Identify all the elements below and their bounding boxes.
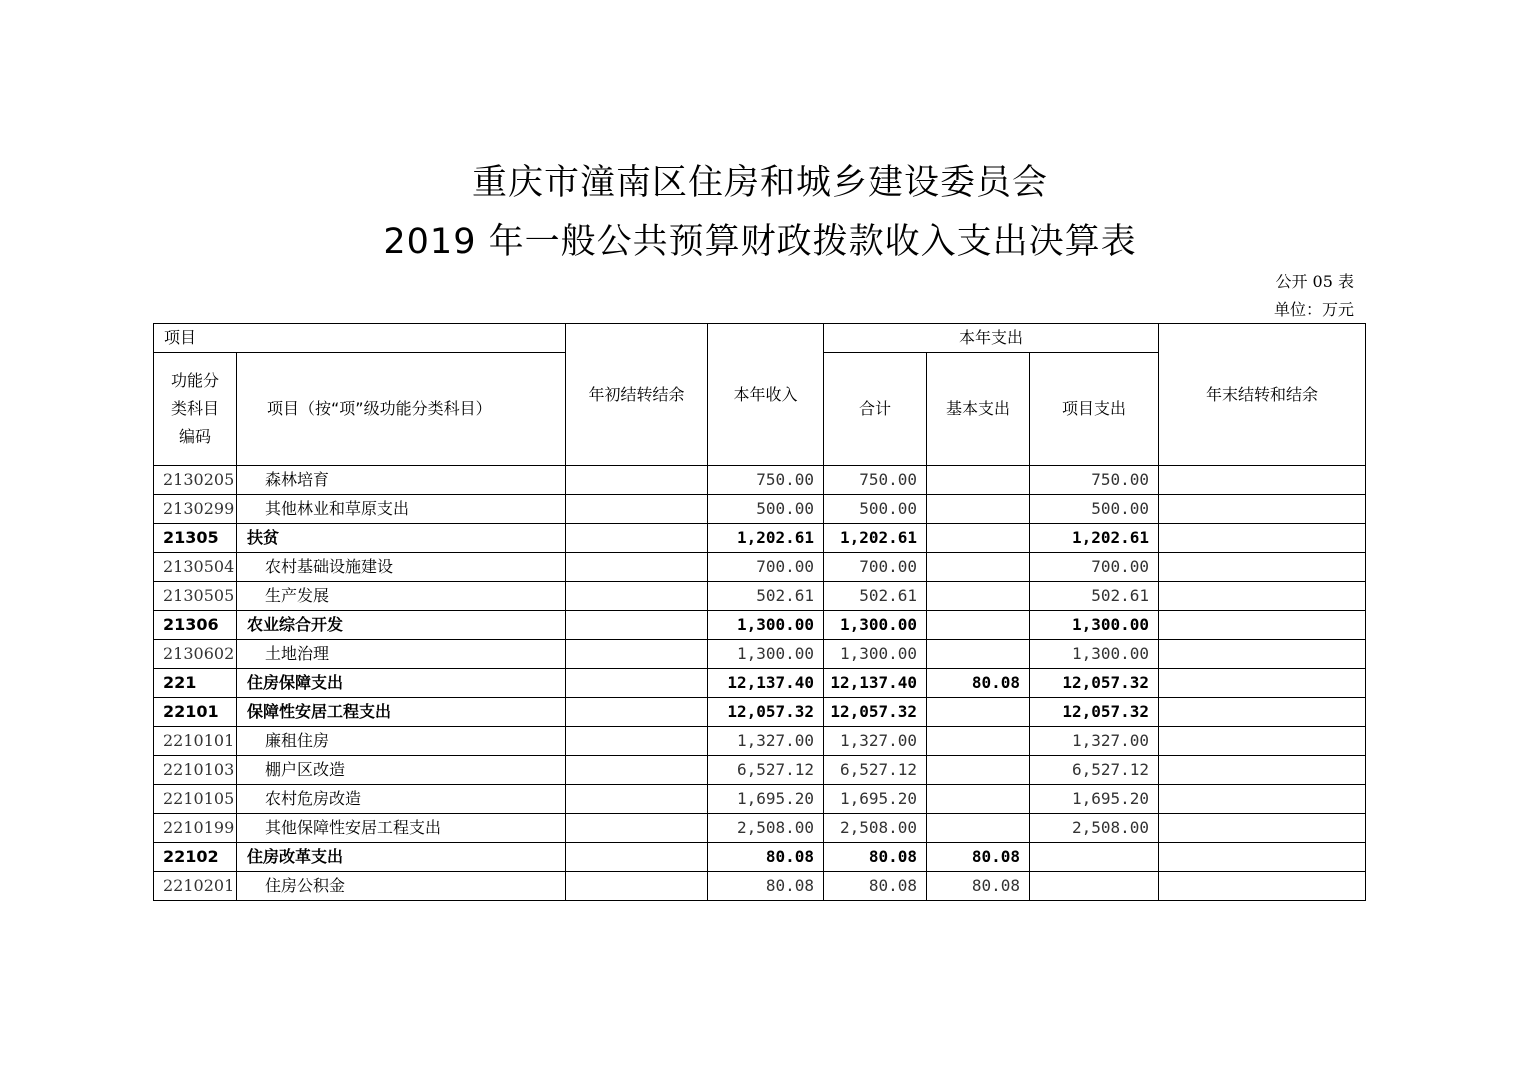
table-row — [154, 611, 1366, 640]
cell-expense-basic — [927, 524, 1030, 553]
document-title-line2: 2019 年一般公共预算财政拨款收入支出决算表 — [383, 222, 1137, 262]
cell-income: 80.08 — [708, 843, 824, 872]
cell-income: 12,137.40 — [708, 669, 824, 698]
cell-expense-project: 2,508.00 — [1030, 814, 1159, 843]
cell-expense-project: 1,300.00 — [1030, 640, 1159, 669]
cell-func-code: 2210105 — [154, 785, 237, 814]
cell-func-code: 2210101 — [154, 727, 237, 756]
cell-income: 1,300.00 — [708, 611, 824, 640]
cell-func-code: 22101 — [154, 698, 237, 727]
cell-item-name: 森林培育 — [237, 466, 566, 495]
cell-func-code: 2130205 — [154, 466, 237, 495]
header-func-code — [154, 353, 237, 466]
table-number-label: 公开 05 表 — [1275, 272, 1354, 291]
header-func-code-line: 类科目 — [170, 399, 219, 418]
cell-func-code: 2210199 — [154, 814, 237, 843]
cell-expense-project: 1,202.61 — [1030, 524, 1159, 553]
cell-closing-balance — [1159, 553, 1366, 582]
cell-item-name: 扶贫 — [237, 524, 566, 553]
cell-opening-balance — [566, 553, 708, 582]
unit-label: 单位：万元 — [1273, 300, 1354, 319]
table-row — [154, 640, 1366, 669]
cell-expense-total: 1,202.61 — [824, 524, 927, 553]
cell-expense-total: 12,057.32 — [824, 698, 927, 727]
table-row — [154, 466, 1366, 495]
cell-expense-basic — [927, 698, 1030, 727]
table-row — [154, 669, 1366, 698]
cell-income: 80.08 — [708, 872, 824, 901]
cell-item-name: 生产发展 — [237, 582, 566, 611]
cell-opening-balance — [566, 611, 708, 640]
header-row-1 — [154, 324, 1366, 353]
cell-opening-balance — [566, 785, 708, 814]
cell-income: 750.00 — [708, 466, 824, 495]
cell-func-code: 21305 — [154, 524, 237, 553]
cell-closing-balance — [1159, 524, 1366, 553]
cell-expense-project: 12,057.32 — [1030, 698, 1159, 727]
cell-item-name: 其他林业和草原支出 — [237, 495, 566, 524]
cell-expense-project: 1,327.00 — [1030, 727, 1159, 756]
cell-item-name: 住房保障支出 — [237, 669, 566, 698]
cell-expense-total: 80.08 — [824, 843, 927, 872]
cell-expense-project: 700.00 — [1030, 553, 1159, 582]
cell-opening-balance — [566, 582, 708, 611]
table-row — [154, 553, 1366, 582]
cell-item-name: 农村基础设施建设 — [237, 553, 566, 582]
header-func-code-line: 编码 — [178, 427, 211, 446]
cell-opening-balance — [566, 843, 708, 872]
header-item-group: 项目 — [154, 324, 566, 353]
cell-func-code: 2130505 — [154, 582, 237, 611]
cell-closing-balance — [1159, 756, 1366, 785]
table-row — [154, 524, 1366, 553]
cell-expense-total: 1,300.00 — [824, 611, 927, 640]
cell-expense-total: 700.00 — [824, 553, 927, 582]
cell-expense-project — [1030, 843, 1159, 872]
cell-item-name: 住房公积金 — [237, 872, 566, 901]
cell-item-name: 土地治理 — [237, 640, 566, 669]
cell-closing-balance — [1159, 466, 1366, 495]
cell-expense-total: 1,300.00 — [824, 640, 927, 669]
cell-item-name: 农业综合开发 — [237, 611, 566, 640]
cell-expense-project — [1030, 872, 1159, 901]
cell-closing-balance — [1159, 640, 1366, 669]
cell-expense-basic — [927, 814, 1030, 843]
cell-expense-basic — [927, 727, 1030, 756]
header-expense-group: 本年支出 — [824, 324, 1159, 353]
cell-opening-balance — [566, 814, 708, 843]
header-expense-project: 项目支出 — [1030, 353, 1159, 466]
cell-income: 1,327.00 — [708, 727, 824, 756]
header-func-code-line: 功能分 — [170, 371, 219, 390]
table-row — [154, 843, 1366, 872]
cell-income: 500.00 — [708, 495, 824, 524]
cell-closing-balance — [1159, 669, 1366, 698]
cell-expense-project: 6,527.12 — [1030, 756, 1159, 785]
cell-expense-basic — [927, 495, 1030, 524]
cell-expense-basic — [927, 553, 1030, 582]
cell-expense-basic: 80.08 — [927, 872, 1030, 901]
cell-expense-total: 80.08 — [824, 872, 927, 901]
cell-opening-balance — [566, 698, 708, 727]
table-row — [154, 727, 1366, 756]
header-opening-balance: 年初结转结余 — [566, 324, 708, 466]
cell-expense-basic — [927, 611, 1030, 640]
budget-table — [153, 323, 1366, 901]
cell-func-code: 21306 — [154, 611, 237, 640]
cell-opening-balance — [566, 466, 708, 495]
cell-income: 502.61 — [708, 582, 824, 611]
cell-expense-project: 750.00 — [1030, 466, 1159, 495]
cell-closing-balance — [1159, 814, 1366, 843]
cell-func-code: 221 — [154, 669, 237, 698]
cell-expense-basic — [927, 640, 1030, 669]
table-row — [154, 756, 1366, 785]
cell-income: 1,202.61 — [708, 524, 824, 553]
cell-expense-project: 1,695.20 — [1030, 785, 1159, 814]
header-income: 本年收入 — [708, 324, 824, 466]
cell-expense-total: 1,695.20 — [824, 785, 927, 814]
cell-item-name: 农村危房改造 — [237, 785, 566, 814]
table-row — [154, 872, 1366, 901]
cell-func-code: 2130602 — [154, 640, 237, 669]
cell-opening-balance — [566, 640, 708, 669]
table-row — [154, 582, 1366, 611]
cell-opening-balance — [566, 669, 708, 698]
table-row — [154, 785, 1366, 814]
header-item-name: 项目（按“项”级功能分类科目） — [237, 353, 566, 466]
cell-income: 1,300.00 — [708, 640, 824, 669]
cell-func-code: 2210201 — [154, 872, 237, 901]
cell-income: 2,508.00 — [708, 814, 824, 843]
cell-expense-total: 2,508.00 — [824, 814, 927, 843]
table-row — [154, 814, 1366, 843]
cell-expense-total: 750.00 — [824, 466, 927, 495]
cell-opening-balance — [566, 495, 708, 524]
cell-func-code: 2130299 — [154, 495, 237, 524]
cell-closing-balance — [1159, 843, 1366, 872]
header-expense-total: 合计 — [824, 353, 927, 466]
cell-income: 1,695.20 — [708, 785, 824, 814]
cell-item-name: 棚户区改造 — [237, 756, 566, 785]
cell-expense-basic: 80.08 — [927, 669, 1030, 698]
cell-item-name: 廉租住房 — [237, 727, 566, 756]
cell-expense-total: 1,327.00 — [824, 727, 927, 756]
cell-func-code: 2210103 — [154, 756, 237, 785]
cell-expense-basic: 80.08 — [927, 843, 1030, 872]
cell-income: 12,057.32 — [708, 698, 824, 727]
cell-expense-project: 1,300.00 — [1030, 611, 1159, 640]
cell-closing-balance — [1159, 698, 1366, 727]
cell-opening-balance — [566, 756, 708, 785]
cell-expense-basic — [927, 466, 1030, 495]
table-row — [154, 698, 1366, 727]
cell-expense-total: 12,137.40 — [824, 669, 927, 698]
cell-expense-total: 502.61 — [824, 582, 927, 611]
cell-income: 6,527.12 — [708, 756, 824, 785]
cell-closing-balance — [1159, 872, 1366, 901]
cell-closing-balance — [1159, 611, 1366, 640]
cell-closing-balance — [1159, 785, 1366, 814]
cell-expense-total: 500.00 — [824, 495, 927, 524]
cell-closing-balance — [1159, 727, 1366, 756]
cell-expense-total: 6,527.12 — [824, 756, 927, 785]
cell-opening-balance — [566, 524, 708, 553]
cell-expense-basic — [927, 582, 1030, 611]
cell-opening-balance — [566, 872, 708, 901]
cell-expense-project: 502.61 — [1030, 582, 1159, 611]
cell-closing-balance — [1159, 495, 1366, 524]
cell-opening-balance — [566, 727, 708, 756]
header-expense-basic: 基本支出 — [927, 353, 1030, 466]
cell-closing-balance — [1159, 582, 1366, 611]
document-title-line1: 重庆市潼南区住房和城乡建设委员会 — [471, 163, 1048, 203]
cell-expense-basic — [927, 785, 1030, 814]
header-closing-balance: 年末结转和结余 — [1159, 324, 1366, 466]
cell-item-name: 保障性安居工程支出 — [237, 698, 566, 727]
cell-func-code: 22102 — [154, 843, 237, 872]
cell-expense-basic — [927, 756, 1030, 785]
table-row — [154, 495, 1366, 524]
cell-item-name: 其他保障性安居工程支出 — [237, 814, 566, 843]
cell-expense-project: 500.00 — [1030, 495, 1159, 524]
cell-expense-project: 12,057.32 — [1030, 669, 1159, 698]
cell-func-code: 2130504 — [154, 553, 237, 582]
cell-income: 700.00 — [708, 553, 824, 582]
cell-item-name: 住房改革支出 — [237, 843, 566, 872]
